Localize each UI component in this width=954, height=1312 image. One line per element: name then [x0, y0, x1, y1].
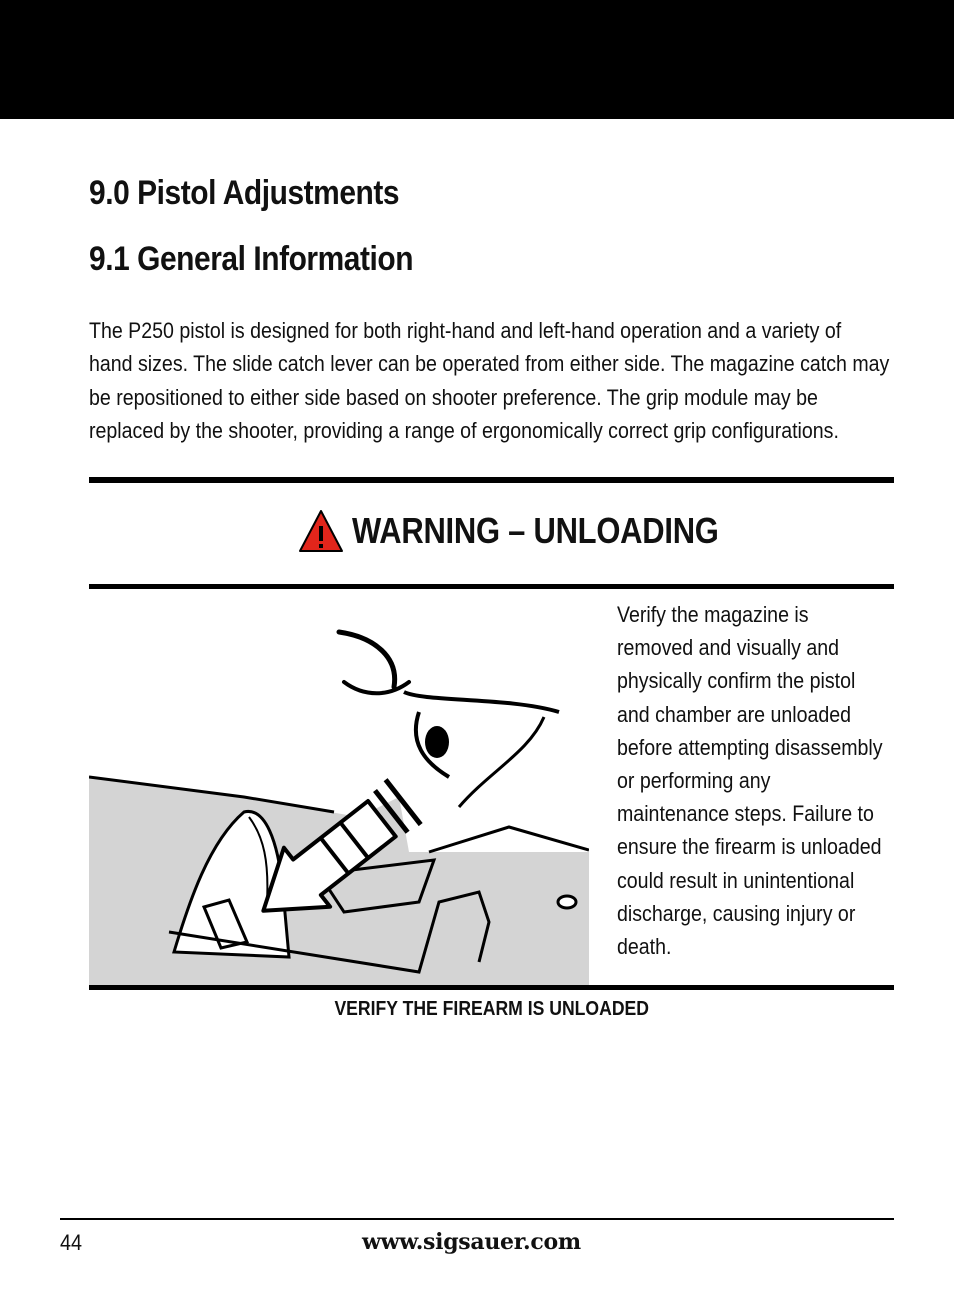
caption-text: VERIFY THE FIREARM IS UNLOADED — [334, 998, 649, 1020]
illustration-caption — [89, 998, 894, 1021]
footer-rule — [60, 1218, 894, 1220]
warning-middle-rule — [89, 584, 894, 589]
page-number: 44 — [60, 1230, 83, 1255]
footer-url[interactable]: www.sigsauer.com — [362, 1229, 581, 1255]
top-black-band — [0, 0, 954, 119]
warning-bottom-rule — [89, 985, 894, 990]
intro-paragraph: The P250 pistol is designed for both right-hand and left-hand operation and a variety of hand sizes. The slide catch lever can be operated from either side. The magazine catch may be repositioned to either side based on shooter preference. The grip module may be replaced by the shooter, providing a range of ergonomically correct grip configurations. — [89, 318, 890, 444]
warning-title: WARNING – UNLOADING — [352, 510, 719, 551]
section-heading: 9.0 Pistol Adjustments — [89, 174, 400, 212]
warning-header — [298, 506, 778, 556]
warning-triangle-icon — [298, 509, 344, 553]
warning-body: Verify the magazine is removed and visually and physically confirm the pistol and chamber are unloaded before attempting disassembly or performing any maintenance steps. Failure to ensure the firearm is unloaded could result in unintentional discharge, causing injury or death. — [617, 602, 883, 960]
subsection-heading: 9.1 General Information — [89, 240, 414, 278]
unloading-illustration — [89, 602, 589, 985]
warning-top-rule — [89, 477, 894, 483]
